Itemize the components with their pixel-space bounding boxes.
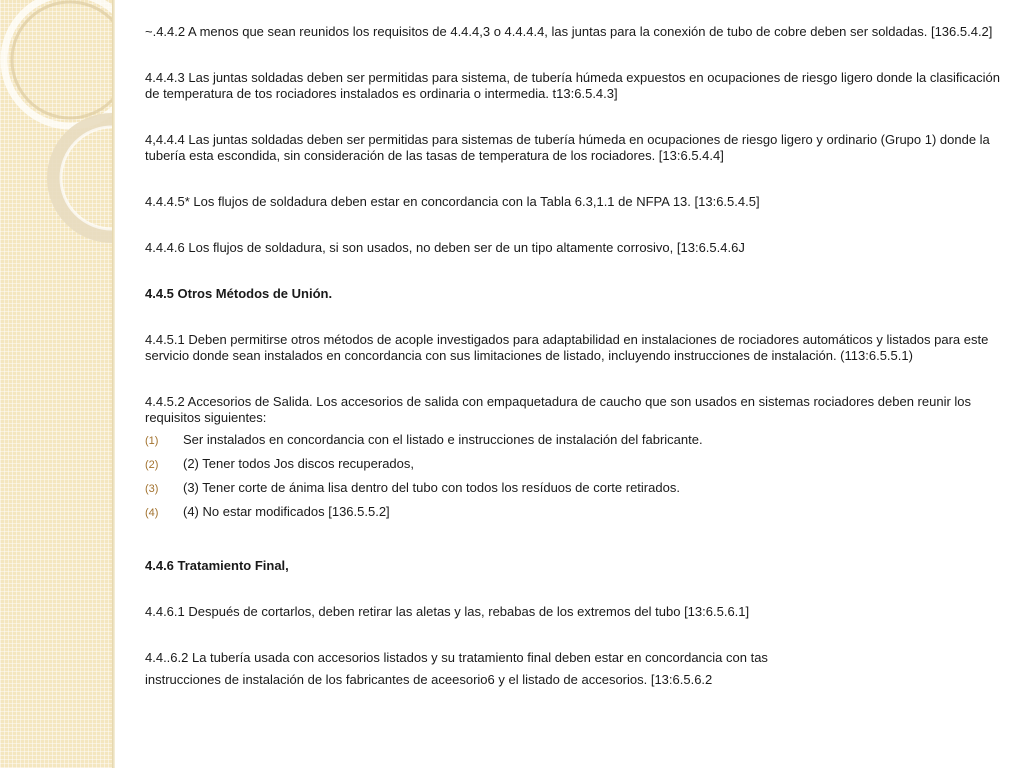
list-item-text: (2) Tener todos Jos discos recuperados, [183, 456, 414, 471]
paragraph-4-4-4-4: 4,4.4.4 Las juntas soldadas deben ser permitidas para sistemas de tubería húmeda en ocupaciones de riesgo ligero y ordinario (Grupo 1) donde la tubería esta escondida, sin consideración de las tasas de temperatura de los rociadores. [13:6.5.4.4] [145, 132, 990, 163]
side-panel-edge [112, 0, 115, 768]
decorative-ring-small [54, 120, 114, 236]
paragraph-4-4-4-3: 4.4.4.3 Las juntas soldadas deben ser permitidas para sistema, de tubería húmeda expuestos en ocupaciones de riesgo ligero donde la clasificación de temperatura de tos rociadores instalados es ordinaria o intermedia. t13:6.5.4.3] [145, 70, 1000, 101]
list-item [145, 480, 1000, 504]
paragraph-4-4-6-2-line-1: 4.4..6.2 La tubería usada con accesorios listados y su tratamiento final deben estar en concordancia con tas [145, 650, 768, 665]
side-decoration-panel [0, 0, 114, 768]
list-marker: (4) [145, 507, 159, 519]
list-item [145, 504, 1000, 528]
paragraph-4-4-5-2: 4.4.5.2 Accesorios de Salida. Los accesorios de salida con empaquetadura de caucho que son usados en sistemas rociadores deben reunir los requisitos siguientes: [145, 394, 972, 425]
decorative-rings [0, 0, 114, 320]
list-item-text: Ser instalados en concordancia con el listado e instrucciones de instalación del fabricante. [183, 432, 703, 447]
paragraph-4-4-6-1: 4.4.6.1 Después de cortarlos, deben retirar las aletas y las, rebabas de los extremos del tubo [13:6.5.6.1] [145, 604, 750, 619]
decorative-ring-large-shade [12, 2, 114, 118]
list-marker: (2) [145, 459, 159, 471]
decorative-ring-large [4, 0, 114, 126]
heading-4-4-5: 4.4.5 Otros Métodos de Unión. [145, 286, 333, 301]
list-item-text: (4) No estar modificados [136.5.5.2] [183, 504, 390, 519]
decorative-ring-small-highlight [61, 127, 114, 229]
heading-4-4-6: 4.4.6 Tratamiento Final, [145, 558, 289, 573]
paragraph-4-4-4-5: 4.4.4.5* Los flujos de soldadura deben estar en concordancia con la Tabla 6.3,1.1 de NFPA 13. [13:6.5.4.5] [145, 194, 760, 209]
list-marker: (3) [145, 483, 159, 495]
paragraph-4-4-5-1: 4.4.5.1 Deben permitirse otros métodos de acople investigados para adaptabilidad en instalaciones de rociadores automáticos y listados para este servicio donde sean instalados en concordancia con sus limitaciones de listado, incluyendo instrucciones de instalación. (113:6.5.5.1) [145, 332, 989, 363]
paragraph-4-4-4-2: ~.4.4.2 A menos que sean reunidos los requisitos de 4.4.4,3 o 4.4.4.4, las juntas para la conexión de tubo de cobre deben ser soldadas. [136.5.4.2] [145, 24, 993, 39]
document-body [145, 24, 1000, 688]
list-item [145, 432, 1000, 456]
requirements-list [145, 432, 1000, 528]
paragraph-4-4-4-6: 4.4.4.6 Los flujos de soldadura, si son usados, no deben ser de un tipo altamente corrosivo, [13:6.5.4.6J [145, 240, 745, 255]
paragraph-4-4-6-2-line-2: instrucciones de instalación de los fabricantes de aceesorio6 y el listado de accesorios. [13:6.5.6.2 [145, 672, 713, 687]
list-marker: (1) [145, 435, 159, 447]
list-item [145, 456, 1000, 480]
list-item-text: (3) Tener corte de ánima lisa dentro del tubo con todos los resíduos de corte retirados. [183, 480, 680, 495]
